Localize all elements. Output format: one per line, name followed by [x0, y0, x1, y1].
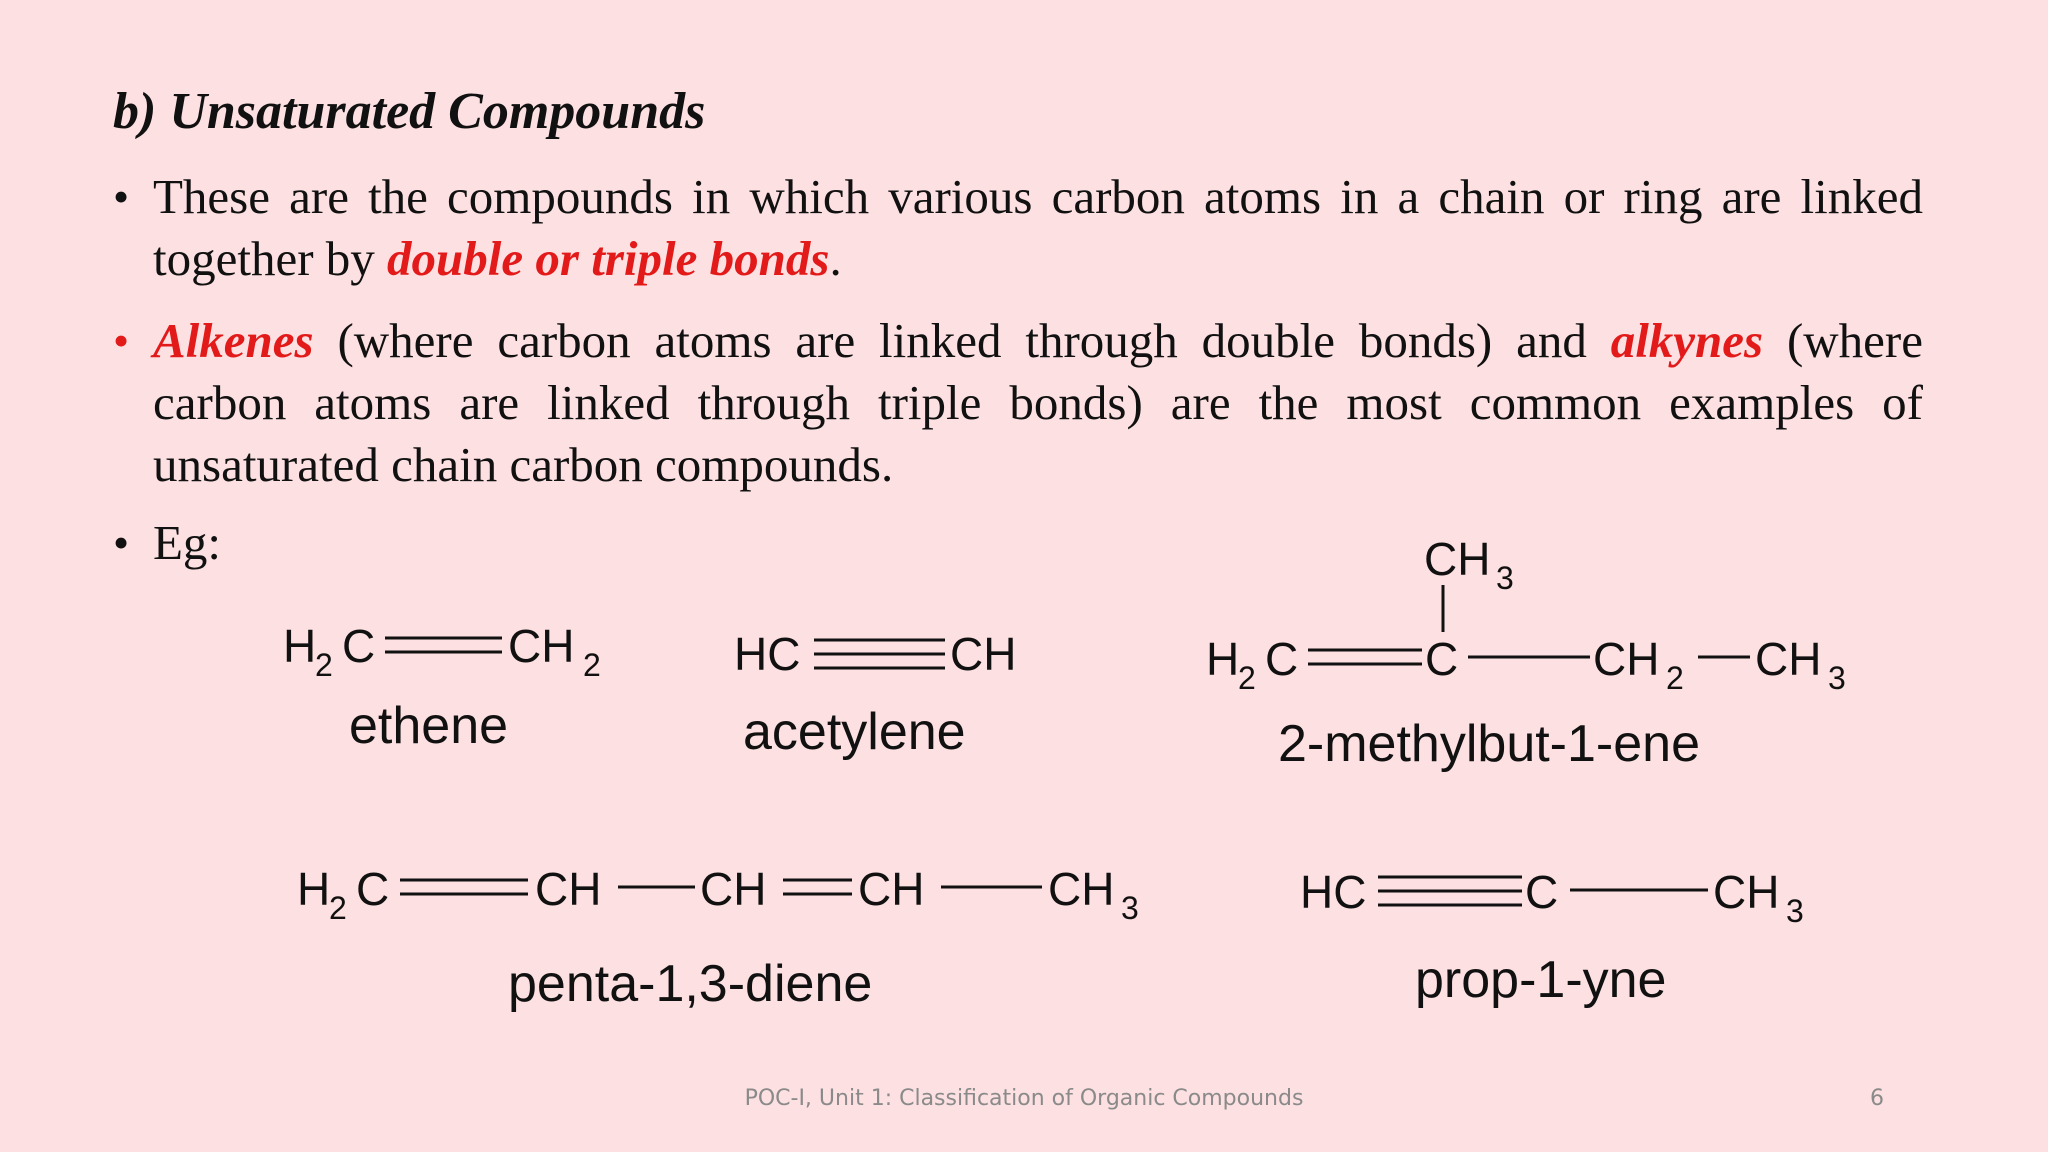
acetylene-atom-hc: HC — [734, 628, 801, 680]
methylbutene-atom-c2: C — [1425, 633, 1459, 685]
bullet-marker: • — [113, 171, 130, 222]
bullet-text-part: . — [829, 231, 842, 286]
propyne-subscript: 3 — [1786, 893, 1804, 929]
methylbutene-atom-h: H — [1206, 633, 1240, 685]
highlight-double-triple-bonds: double or triple bonds — [387, 231, 830, 286]
methylbutene-name: 2-methylbut-1-ene — [1278, 715, 1700, 773]
pentadiene-atom-c1: C — [356, 863, 390, 915]
acetylene-structure — [734, 628, 1016, 680]
ethene-subscript: 2 — [583, 647, 601, 683]
pentadiene-structure — [297, 863, 1139, 926]
ethene-subscript: 2 — [315, 647, 333, 683]
bullet-text-part: (where carbon atoms are linked through triple bonds) are the most common examples of unsaturated chain carbon compounds. — [153, 313, 1923, 492]
highlight-alkenes: Alkenes — [153, 313, 314, 368]
slide-heading: b) Unsaturated Compounds — [113, 83, 706, 140]
ethene-atom-h: H — [283, 620, 317, 672]
methylbutene-atom-ch3: CH — [1755, 633, 1822, 685]
pentadiene-atom-ch2: CH — [700, 863, 767, 915]
bullet-text-part: These are the compounds in which various carbon atoms in a chain or ring are linked together by — [153, 169, 1923, 286]
pentadiene-atom-ch3: CH — [858, 863, 925, 915]
pentadiene-atom-ch4: CH — [1048, 863, 1115, 915]
methylbutene-subscript: 2 — [1238, 660, 1256, 696]
pentadiene-name: penta-1,3-diene — [508, 955, 873, 1013]
pentadiene-atom-ch1: CH — [535, 863, 602, 915]
methylbutene-atom-ch-top: CH — [1424, 533, 1491, 585]
highlight-alkynes: alkynes — [1610, 313, 1764, 368]
ethene-name: ethene — [349, 697, 509, 755]
methylbutene-subscript: 3 — [1496, 560, 1514, 596]
propyne-atom-c: C — [1525, 866, 1559, 918]
ethene-atom-c: C — [342, 620, 376, 672]
acetylene-name: acetylene — [743, 703, 966, 761]
methylbutene-atom-ch2: CH — [1593, 633, 1660, 685]
pentadiene-subscript: 3 — [1121, 890, 1139, 926]
propyne-name: prop-1-yne — [1415, 951, 1667, 1009]
propyne-atom-hc: HC — [1300, 866, 1367, 918]
bullet-marker: • — [113, 315, 130, 366]
propyne-structure — [1300, 866, 1804, 929]
acetylene-atom-ch: CH — [950, 628, 1017, 680]
ethene-atom-ch: CH — [508, 620, 575, 672]
methylbutene-subscript: 2 — [1666, 660, 1684, 696]
methylbutene-atom-c1: C — [1265, 633, 1299, 685]
pentadiene-subscript: 2 — [329, 890, 347, 926]
propyne-atom-ch: CH — [1713, 866, 1780, 918]
pentadiene-atom-h: H — [297, 863, 331, 915]
methylbutene-structure — [1206, 533, 1846, 696]
bullet-text-part: (where carbon atoms are linked through double bonds) and — [313, 313, 1611, 368]
page-number: 6 — [1870, 1086, 1884, 1111]
slide-footer: POC-I, Unit 1: Classification of Organic Compounds — [744, 1086, 1304, 1111]
methylbutene-subscript: 3 — [1828, 660, 1846, 696]
bullet-marker: • — [113, 517, 130, 568]
ethene-structure — [283, 620, 601, 683]
bullet-text: Eg: — [153, 515, 222, 570]
